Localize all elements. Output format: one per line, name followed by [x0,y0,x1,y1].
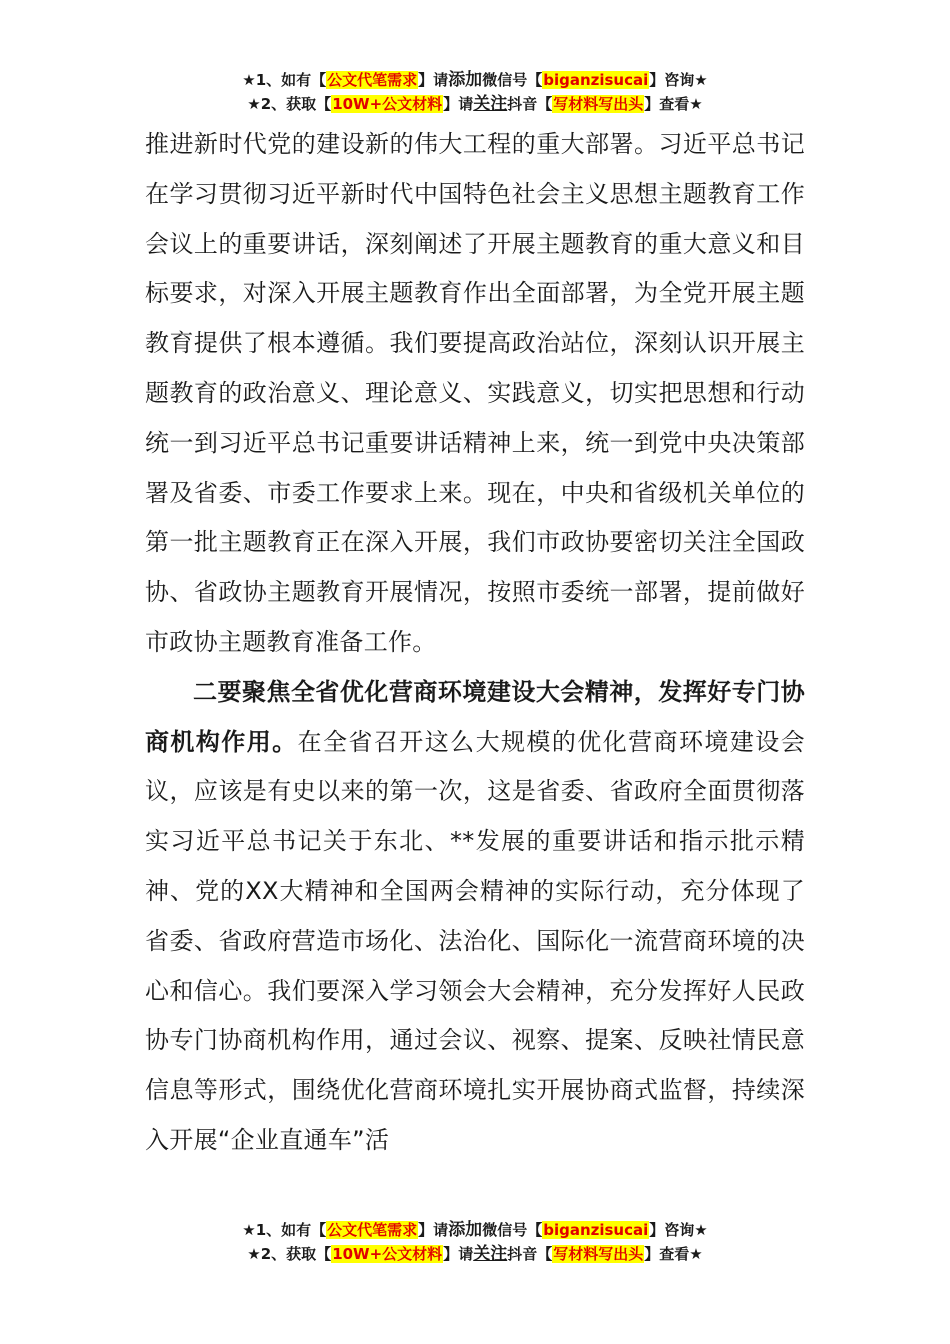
promo-text: 】查看★ [644,1245,703,1263]
paragraph-2-heading: 二要聚焦全省优化营商环境建设大会精神，发挥好专门协商机构作用。 [145,677,805,756]
promo-line-2 [0,92,950,116]
promo-text: 微信号【 [482,71,543,89]
promo-text: ★2、获取【 [247,1245,332,1263]
promo-text: 】请 [418,1221,449,1239]
bottom-promo-banner [0,1218,950,1266]
promo-highlight-service: 公文代笔需求 [327,71,418,89]
paragraph-2-text: 在全省召开这么大规模的优化营商环境建设会议，应该是有史以来的第一次，这是省委、省政府全面贯彻落实习近平总书记关于东北、**发展的重要讲话和指示批示精神、党的XX大精神和全国两会精神的实际行动，充分体现了省委、省政府营造市场化、法治化、国际化一流营商环境的决心和信心。我们要深入学习领会大会精神，充分发挥好人民政协专门协商机构作用，通过会议、视察、提案、反映社情民意信息等形式，围绕优化营商环境扎实开展协商式监督，持续深入开展“企业直通车”活 [145,727,805,1154]
promo-highlight-douyin: 写材料写出头 [553,1245,644,1263]
promo-emphasis: 添加 [448,70,483,90]
promo-highlight-douyin: 写材料写出头 [553,95,644,113]
promo-text: 微信号【 [482,1221,543,1239]
promo-text: 】咨询★ [649,1221,708,1239]
promo-line-1 [0,1218,950,1242]
promo-text: 】请 [418,71,449,89]
promo-emphasis: 添加 [448,1220,483,1240]
promo-line-2 [0,1242,950,1266]
promo-text: 】查看★ [644,95,703,113]
document-body [145,120,805,1166]
paragraph-2 [145,668,805,1166]
promo-highlight-wechat-id: biganzisucai [543,71,649,89]
promo-text: 抖音【 [507,95,553,113]
promo-text: ★1、如有【 [242,71,327,89]
promo-text: ★1、如有【 [242,1221,327,1239]
promo-highlight-materials: 10W+公文材料 [332,95,443,113]
promo-text: 抖音【 [507,1245,553,1263]
promo-highlight-service: 公文代笔需求 [327,1221,418,1239]
promo-highlight-wechat-id: biganzisucai [543,1221,649,1239]
promo-text: 】咨询★ [649,71,708,89]
promo-underlined-follow: 关注 [473,1244,508,1264]
top-promo-banner [0,68,950,116]
promo-highlight-materials: 10W+公文材料 [332,1245,443,1263]
promo-line-1 [0,68,950,92]
promo-underlined-follow: 关注 [473,94,508,114]
promo-text: ★2、获取【 [247,95,332,113]
paragraph-1: 推进新时代党的建设新的伟大工程的重大部署。习近平总书记在学习贯彻习近平新时代中国特色社会主义思想主题教育工作会议上的重要讲话，深刻阐述了开展主题教育的重大意义和目标要求，对深入开展主题教育作出全面部署，为全党开展主题教育提供了根本遵循。我们要提高政治站位，深刻认识开展主题教育的政治意义、理论意义、实践意义，切实把思想和行动统一到习近平总书记重要讲话精神上来，统一到党中央决策部署及省委、市委工作要求上来。现在，中央和省级机关单位的第一批主题教育正在深入开展，我们市政协要密切关注全国政协、省政协主题教育开展情况，按照市委统一部署，提前做好市政协主题教育准备工作。 [145,130,805,656]
promo-text: 】请 [443,95,474,113]
promo-text: 】请 [443,1245,474,1263]
